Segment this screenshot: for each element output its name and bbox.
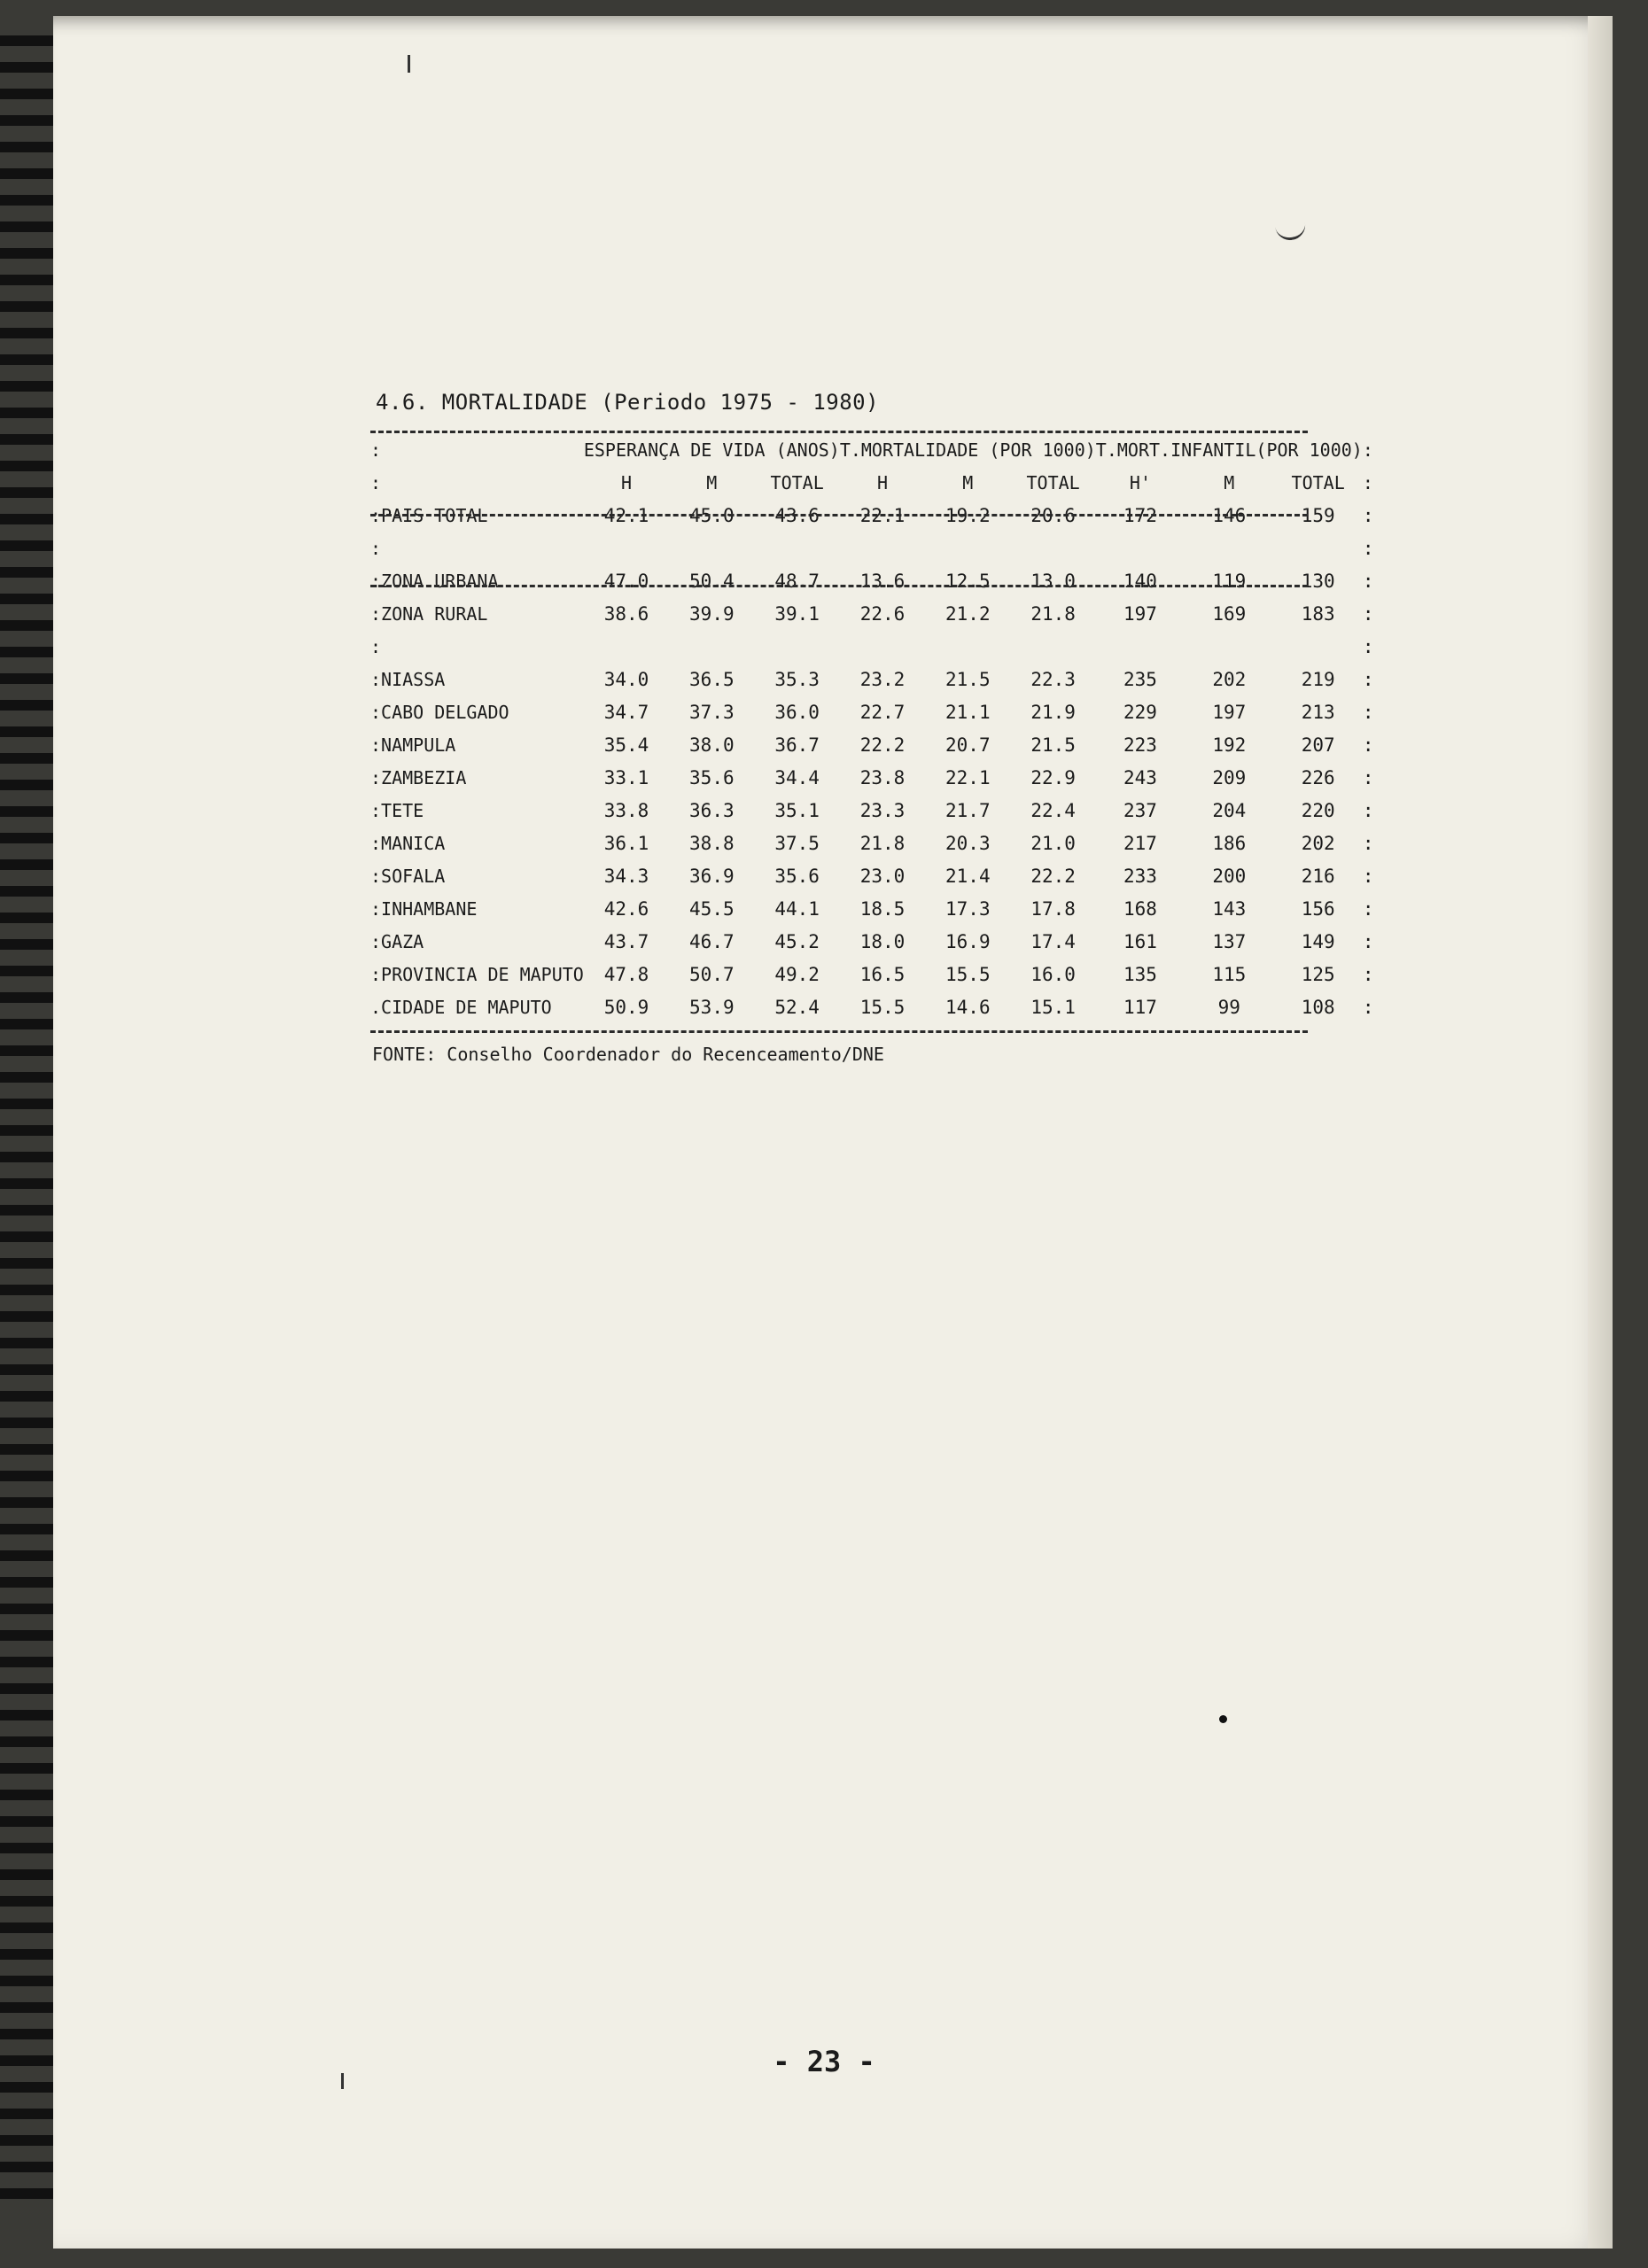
table-row: :INHAMBANE 42.6 45.5 44.1 18.5 17.3 17.8 168 143 156 :: [370, 892, 1373, 925]
table-cell: 33.1: [603, 766, 649, 788]
header-bottom-rule: [370, 585, 1308, 587]
table-cell: 168: [1123, 897, 1157, 920]
table-cell: 21.2: [945, 602, 991, 625]
table-cell: 143: [1212, 897, 1247, 920]
table-row: :PROVINCIA DE MAPUTO 47.8 50.7 49.2 16.5 15.5 16.0 135 115 125 :: [370, 958, 1373, 990]
table-cell: 161: [1123, 930, 1157, 952]
row-label: :MANICA: [370, 832, 446, 854]
table-cell: 21.4: [945, 865, 991, 887]
group-header-mortality: T.MORTALIDADE (POR 1000): [839, 439, 1096, 461]
row-label: .CIDADE DE MAPUTO: [370, 996, 552, 1018]
table-cell: 34.4: [774, 766, 820, 788]
table-cell: 135: [1123, 963, 1157, 985]
table-row: :CABO DELGADO 34.7 37.3 36.0 22.7 21.1 21.9 229 197 213 :: [370, 695, 1373, 728]
table-cell: 36.9: [689, 865, 735, 887]
row-label: :TETE: [370, 799, 424, 821]
table-cell: 13.6: [859, 570, 906, 592]
col-header: TOTAL: [1291, 471, 1345, 493]
pencil-mark: [408, 55, 410, 73]
table-cell: 43.6: [774, 504, 820, 526]
table-cell: 35.6: [774, 865, 820, 887]
table-cell: 42.6: [603, 897, 649, 920]
document-page: [53, 16, 1613, 2249]
table-cell: 223: [1123, 734, 1157, 756]
table-cell: 53.9: [689, 996, 735, 1018]
table-cell: 16.5: [859, 963, 906, 985]
table-cell: 20.6: [1030, 504, 1076, 526]
blank-row: : :: [370, 635, 1374, 657]
table-cell: 21.1: [945, 701, 991, 723]
col-header: M: [1224, 471, 1235, 493]
table-cell: 209: [1212, 766, 1247, 788]
table-cell: 36.0: [774, 701, 820, 723]
table-cell: 35.6: [689, 766, 735, 788]
table-cell: 35.3: [774, 668, 820, 690]
table-cell: 156: [1301, 897, 1335, 920]
table-cell: 36.7: [774, 734, 820, 756]
table-cell: 23.0: [859, 865, 906, 887]
table-row: :SOFALA 34.3 36.9 35.6 23.0 21.4 22.2 233 200 216 :: [370, 859, 1373, 892]
table-cell: 15.5: [945, 963, 991, 985]
table-cell: 23.8: [859, 766, 906, 788]
table-cell: 34.0: [603, 668, 649, 690]
table-cell: 16.0: [1030, 963, 1076, 985]
table-cell: 130: [1301, 570, 1335, 592]
table-cell: 137: [1212, 930, 1247, 952]
table-cell: 17.3: [945, 897, 991, 920]
row-label: :INHAMBANE: [370, 897, 478, 920]
table-cell: 186: [1212, 832, 1247, 854]
row-label: :NAMPULA: [370, 734, 456, 756]
table-cell: 50.7: [689, 963, 735, 985]
group-header-infant-mortality: T.MORT.INFANTIL(POR 1000): [1095, 439, 1363, 461]
table-cell: 22.1: [945, 766, 991, 788]
table-cell: 37.3: [689, 701, 735, 723]
mortality-table-section: [266, 390, 1373, 1065]
section-title: 4.6. MORTALIDADE (Periodo 1975 - 1980): [376, 390, 880, 415]
table-cell: 219: [1301, 668, 1335, 690]
table-cell: 197: [1212, 701, 1247, 723]
row-label: :NIASSA: [370, 668, 446, 690]
table-cell: 13.0: [1030, 570, 1076, 592]
col-header: H: [620, 471, 633, 493]
table-cell: 21.5: [1030, 734, 1076, 756]
table-cell: 49.2: [774, 963, 820, 985]
table-cell: 33.8: [603, 799, 649, 821]
table-cell: 38.0: [689, 734, 735, 756]
table-cell: 18.5: [859, 897, 906, 920]
table-row: :TETE 33.8 36.3 35.1 23.3 21.7 22.4 237 204 220 :: [370, 794, 1373, 827]
table-cell: 237: [1123, 799, 1157, 821]
table-cell: 45.0: [689, 504, 735, 526]
table-cell: 183: [1301, 602, 1335, 625]
table-cell: 21.0: [1030, 832, 1076, 854]
table-row: :NIASSA 34.0 36.5 35.3 23.2 21.5 22.3 235 202 219 :: [370, 663, 1373, 695]
table-cell: 207: [1301, 734, 1335, 756]
table-cell: 108: [1301, 996, 1335, 1018]
table-cell: 35.1: [774, 799, 820, 821]
table-row: :GAZA 43.7 46.7 45.2 18.0 16.9 17.4 161 137 149 :: [370, 925, 1373, 958]
table-cell: 169: [1212, 602, 1247, 625]
table-row: :ZONA RURAL 38.6 39.9 39.1 22.6 21.2 21.8 197 169 183 :: [370, 597, 1373, 630]
table-cell: 22.6: [859, 602, 906, 625]
table-cell: 36.3: [689, 799, 735, 821]
table-cell: 213: [1301, 701, 1335, 723]
table-cell: 197: [1123, 602, 1157, 625]
table-cell: 36.1: [603, 832, 649, 854]
table-cell: 15.1: [1030, 996, 1076, 1018]
table-cell: 17.4: [1030, 930, 1076, 952]
table-row: :ZAMBEZIA 33.1 35.6 34.4 23.8 22.1 22.9 243 209 226 :: [370, 761, 1373, 794]
table-cell: 217: [1123, 832, 1157, 854]
source-note: FONTE: Conselho Coordenador do Recenceamento/DNE: [372, 1044, 884, 1065]
table-cell: 115: [1212, 963, 1247, 985]
table-cell: 23.3: [859, 799, 906, 821]
table-cell: 21.8: [1030, 602, 1076, 625]
table-cell: 21.7: [945, 799, 991, 821]
table-cell: 99: [1217, 996, 1240, 1018]
row-label: :ZONA RURAL: [370, 602, 488, 625]
table-cell: 47.8: [603, 963, 649, 985]
table-cell: 38.6: [603, 602, 649, 625]
table-cell: 12.5: [945, 570, 991, 592]
table-cell: 229: [1123, 701, 1157, 723]
table-cell: 50.4: [689, 570, 735, 592]
table-cell: 243: [1123, 766, 1157, 788]
table-cell: 35.4: [603, 734, 649, 756]
table-cell: 202: [1212, 668, 1247, 690]
table-cell: 47.0: [603, 570, 649, 592]
table-cell: 50.9: [603, 996, 649, 1018]
table-cell: 159: [1301, 504, 1335, 526]
col-header: TOTAL: [1026, 471, 1080, 493]
row-label: :PAIS TOTAL: [370, 504, 488, 526]
table-cell: 119: [1212, 570, 1247, 592]
table-cell: 44.1: [774, 897, 820, 920]
pencil-mark: [1275, 220, 1308, 243]
table-cell: 149: [1301, 930, 1335, 952]
group-header-life-expectancy: ESPERANÇA DE VIDA (ANOS): [583, 439, 840, 461]
table-cell: 204: [1212, 799, 1247, 821]
col-header: TOTAL: [770, 471, 824, 493]
table-cell: 216: [1301, 865, 1335, 887]
table-cell: 16.9: [945, 930, 991, 952]
table-cell: 22.9: [1030, 766, 1076, 788]
table-cell: 20.7: [945, 734, 991, 756]
page-number: - 23 -: [773, 2045, 875, 2078]
table-cell: 46.7: [689, 930, 735, 952]
blank-row: : :: [370, 537, 1374, 559]
table-cell: 42.1: [603, 504, 649, 526]
table-row: :ZONA URBANA 47.0 50.4 48.7 13.6 12.5 13.0 140 119 130 :: [370, 564, 1373, 597]
col-header: H': [1129, 471, 1152, 493]
table-cell: 22.7: [859, 701, 906, 723]
table-cell: 220: [1301, 799, 1335, 821]
row-label: :SOFALA: [370, 865, 446, 887]
table-cell: 140: [1123, 570, 1157, 592]
ink-dot: [1219, 1715, 1227, 1723]
table-row: :MANICA 36.1 38.8 37.5 21.8 20.3 21.0 217 186 202 :: [370, 827, 1373, 859]
table-row: .CIDADE DE MAPUTO 50.9 53.9 52.4 15.5 14.6 15.1 117 99 108 :: [370, 990, 1373, 1023]
row-label: :PROVINCIA DE MAPUTO: [370, 963, 584, 985]
row-label: :GAZA: [370, 930, 424, 952]
table-cell: 38.8: [689, 832, 735, 854]
col-header: H: [876, 471, 888, 493]
table-cell: 233: [1123, 865, 1157, 887]
table-cell: 19.2: [945, 504, 991, 526]
table-cell: 34.7: [603, 701, 649, 723]
table-cell: 21.5: [945, 668, 991, 690]
table-cell: 34.3: [603, 865, 649, 887]
col-header: M: [962, 471, 974, 493]
table-cell: 202: [1301, 832, 1335, 854]
table-cell: 22.2: [859, 734, 906, 756]
table-cell: 45.2: [774, 930, 820, 952]
table-cell: 36.5: [689, 668, 735, 690]
mortality-table: [370, 433, 1373, 1023]
table-cell: 226: [1301, 766, 1335, 788]
table-cell: 21.8: [859, 832, 906, 854]
table-cell: 37.5: [774, 832, 820, 854]
table-cell: 43.7: [603, 930, 649, 952]
page-stack-edge: [1588, 16, 1613, 2249]
table-cell: 146: [1212, 504, 1247, 526]
table-cell: 172: [1123, 504, 1157, 526]
table-cell: 39.1: [774, 602, 820, 625]
table-cell: 52.4: [774, 996, 820, 1018]
table-cell: 125: [1301, 963, 1335, 985]
table-cell: 235: [1123, 668, 1157, 690]
row-label: :ZONA URBANA: [370, 570, 499, 592]
table-cell: 45.5: [689, 897, 735, 920]
header-sub-rule: [370, 514, 1308, 517]
table-cell: 22.2: [1030, 865, 1076, 887]
table-cell: 117: [1123, 996, 1157, 1018]
table-body: [370, 499, 1373, 1023]
column-header-row: : H M TOTAL H M TOTAL H' M TOTAL :: [370, 466, 1373, 499]
table-cell: 23.2: [859, 668, 906, 690]
table-row: :PAIS TOTAL 42.1 45.0 43.6 22.1 19.2 20.6 172 146 159 :: [370, 499, 1373, 532]
table-cell: 15.5: [859, 996, 906, 1018]
table-cell: 22.3: [1030, 668, 1076, 690]
table-cell: 17.8: [1030, 897, 1076, 920]
table-cell: 39.9: [689, 602, 735, 625]
row-label: :CABO DELGADO: [370, 701, 509, 723]
table-cell: 14.6: [945, 996, 991, 1018]
table-cell: 192: [1212, 734, 1247, 756]
table-cell: 22.1: [859, 504, 906, 526]
col-header: M: [706, 471, 718, 493]
table-cell: 20.3: [945, 832, 991, 854]
group-header-row: : ESPERANÇA DE VIDA (ANOS) T.MORTALIDADE (POR 1000) T.MORT.INFANTIL(POR 1000) :: [370, 433, 1373, 466]
table-cell: 200: [1212, 865, 1247, 887]
table-cell: 22.4: [1030, 799, 1076, 821]
table-cell: 18.0: [859, 930, 906, 952]
row-label: :ZAMBEZIA: [370, 766, 467, 788]
table-cell: 21.9: [1030, 701, 1076, 723]
table-bottom-rule: [370, 1030, 1308, 1033]
table-cell: 48.7: [774, 570, 820, 592]
table-row: :NAMPULA 35.4 38.0 36.7 22.2 20.7 21.5 223 192 207 :: [370, 728, 1373, 761]
